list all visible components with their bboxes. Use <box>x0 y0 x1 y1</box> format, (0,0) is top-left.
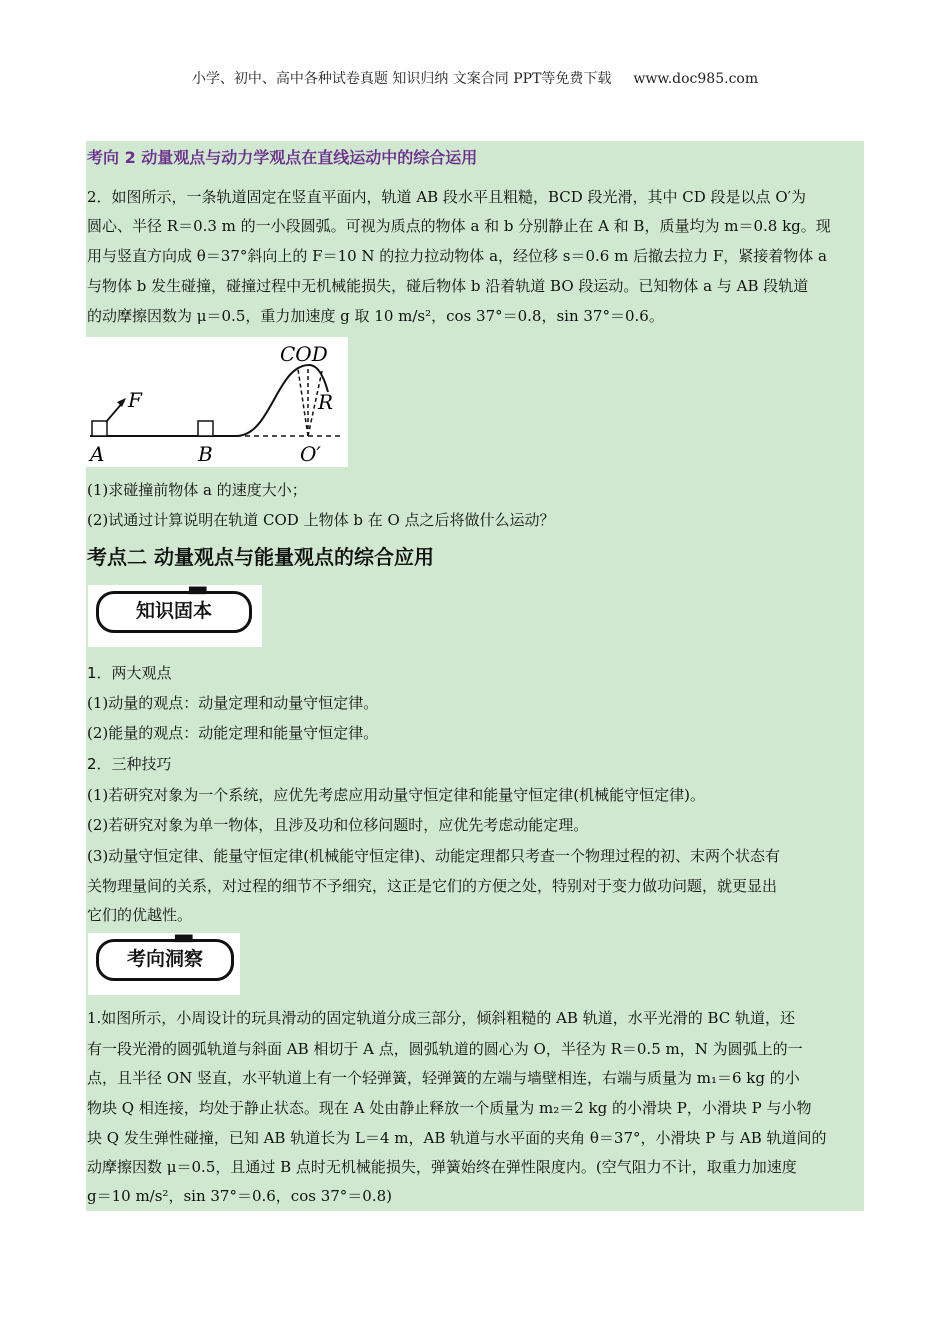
label-cod: COD <box>280 342 328 366</box>
label-r: R <box>318 390 334 414</box>
block-b <box>198 421 213 436</box>
problem1-line-7: g＝10 m/s²，sin 37°＝0.6，cos 37°＝0.8) <box>87 1187 393 1205</box>
technique-2: (2)若研究对象为单一物体，且涉及功和位移问题时，应优先考虑动能定理。 <box>87 816 589 834</box>
technique-1: (1)若研究对象为一个系统，应优先考虑应用动量守恒定律和能量守恒定律(机械能守恒定律)。 <box>87 786 705 804</box>
problem1-line-6: 动摩擦因数 μ＝0.5，且通过 B 点时无机械能损失，弹簧始终在弹性限度内。(空气阻力不计，取重力加速度 <box>87 1158 797 1176</box>
track-diagram <box>86 337 348 467</box>
section-title-direction-2: 考向 2 动量观点与动力学观点在直线运动中的综合运用 <box>87 148 478 167</box>
problem2-line-1: 2．如图所示，一条轨道固定在竖直平面内，轨道 AB 段水平且粗糙，BCD 段光滑，其中 CD 段是以点 O′为 <box>87 188 807 206</box>
badge-knowledge-label: 知识固本 <box>135 600 212 622</box>
knowledge-heading-2: 2．三种技巧 <box>87 755 172 773</box>
knowledge-heading-1: 1．两大观点 <box>87 664 172 682</box>
problem1-line-3: 点，且半径 ON 竖直，水平轨道上有一个轻弹簧，轻弹簧的左端与墙壁相连，右端与质量为 m₁＝6 kg 的小 <box>87 1069 800 1087</box>
badge-insight-label: 考向洞察 <box>126 948 203 970</box>
label-o-prime: O′ <box>300 442 321 466</box>
badge-rings-icon: ▮▮▮▮▮ <box>174 933 192 944</box>
knowledge-point-2: (2)能量的观点：动能定理和能量守恒定律。 <box>87 724 379 742</box>
label-b: B <box>198 442 213 466</box>
badge-rings-icon: ▮▮▮▮▮ <box>188 585 206 596</box>
problem1-line-5: 块 Q 发生弹性碰撞，已知 AB 轨道长为 L＝4 m，AB 轨道与水平面的夹角 θ＝37°，小滑块 P 与 AB 轨道间的 <box>87 1129 827 1147</box>
radius-left <box>298 369 308 436</box>
label-a: A <box>90 442 105 466</box>
badge-insight <box>88 933 240 995</box>
question-2: (2)试通过计算说明在轨道 COD 上物体 b 在 O 点之后将做什么运动？ <box>87 511 555 529</box>
problem2-line-3: 用与竖直方向成 θ＝37°斜向上的 F＝10 N 的拉力拉动物体 a，经位移 s＝0.6 m 后撤去拉力 F，紧接着物体 a <box>87 247 827 265</box>
problem2-line-2: 圆心、半径 R＝0.3 m 的一小段圆弧。可视为质点的物体 a 和 b 分别静止在 A 和 B，质量均为 m＝0.8 kg。现 <box>87 217 831 235</box>
track-figure <box>86 337 348 467</box>
track-bcd-curve <box>236 365 328 436</box>
problem2-line-4: 与物体 b 发生碰撞，碰撞过程中无机械能损失，碰后物体 b 沿着轨道 BO 段运动。已知物体 a 与 AB 段轨道 <box>87 277 809 295</box>
problem2-line-5: 的动摩擦因数为 μ＝0.5，重力加速度 g 取 10 m/s²，cos 37°＝0.8，sin 37°＝0.6。 <box>87 307 664 325</box>
label-f: F <box>128 388 142 412</box>
header-site[interactable]: www.doc985.com <box>633 71 759 87</box>
question-1: (1)求碰撞前物体 a 的速度大小； <box>87 481 307 499</box>
knowledge-point-1: (1)动量的观点：动量定理和动量守恒定律。 <box>87 694 379 712</box>
header-text: 小学、初中、高中各种试卷真题 知识归纳 文案合同 PPT等免费下载 <box>191 71 612 87</box>
problem1-line-2: 有一段光滑的圆弧轨道与斜面 AB 相切于 A 点，圆弧轨道的圆心为 O，半径为 R＝0.5 m，N 为圆弧上的一 <box>87 1040 803 1058</box>
force-arrowhead <box>117 398 126 407</box>
technique-3-line-3: 它们的优越性。 <box>87 906 193 924</box>
technique-3-line-2: 关物理量间的关系，对过程的细节不予细究，这正是它们的方便之处，特别对于变力做功问题，就更显出 <box>87 877 778 895</box>
badge-knowledge <box>88 585 262 647</box>
technique-3-line-1: (3)动量守恒定律、能量守恒定律(机械能守恒定律)、动能定理都只考查一个物理过程的初、末两个状态有 <box>87 847 780 865</box>
problem1-line-1: 1.如图所示，小周设计的玩具滑动的固定轨道分成三部分，倾斜粗糙的 AB 轨道，水平光滑的 BC 轨道，还 <box>87 1009 796 1027</box>
block-a <box>92 421 107 436</box>
section-title-2: 考点二 动量观点与能量观点的综合应用 <box>87 545 434 569</box>
page-header <box>0 68 950 88</box>
problem1-line-4: 物块 Q 相连接，均处于静止状态。现在 A 处由静止释放一个质量为 m₂＝2 kg 的小滑块 P，小滑块 P 与小物 <box>87 1099 812 1117</box>
